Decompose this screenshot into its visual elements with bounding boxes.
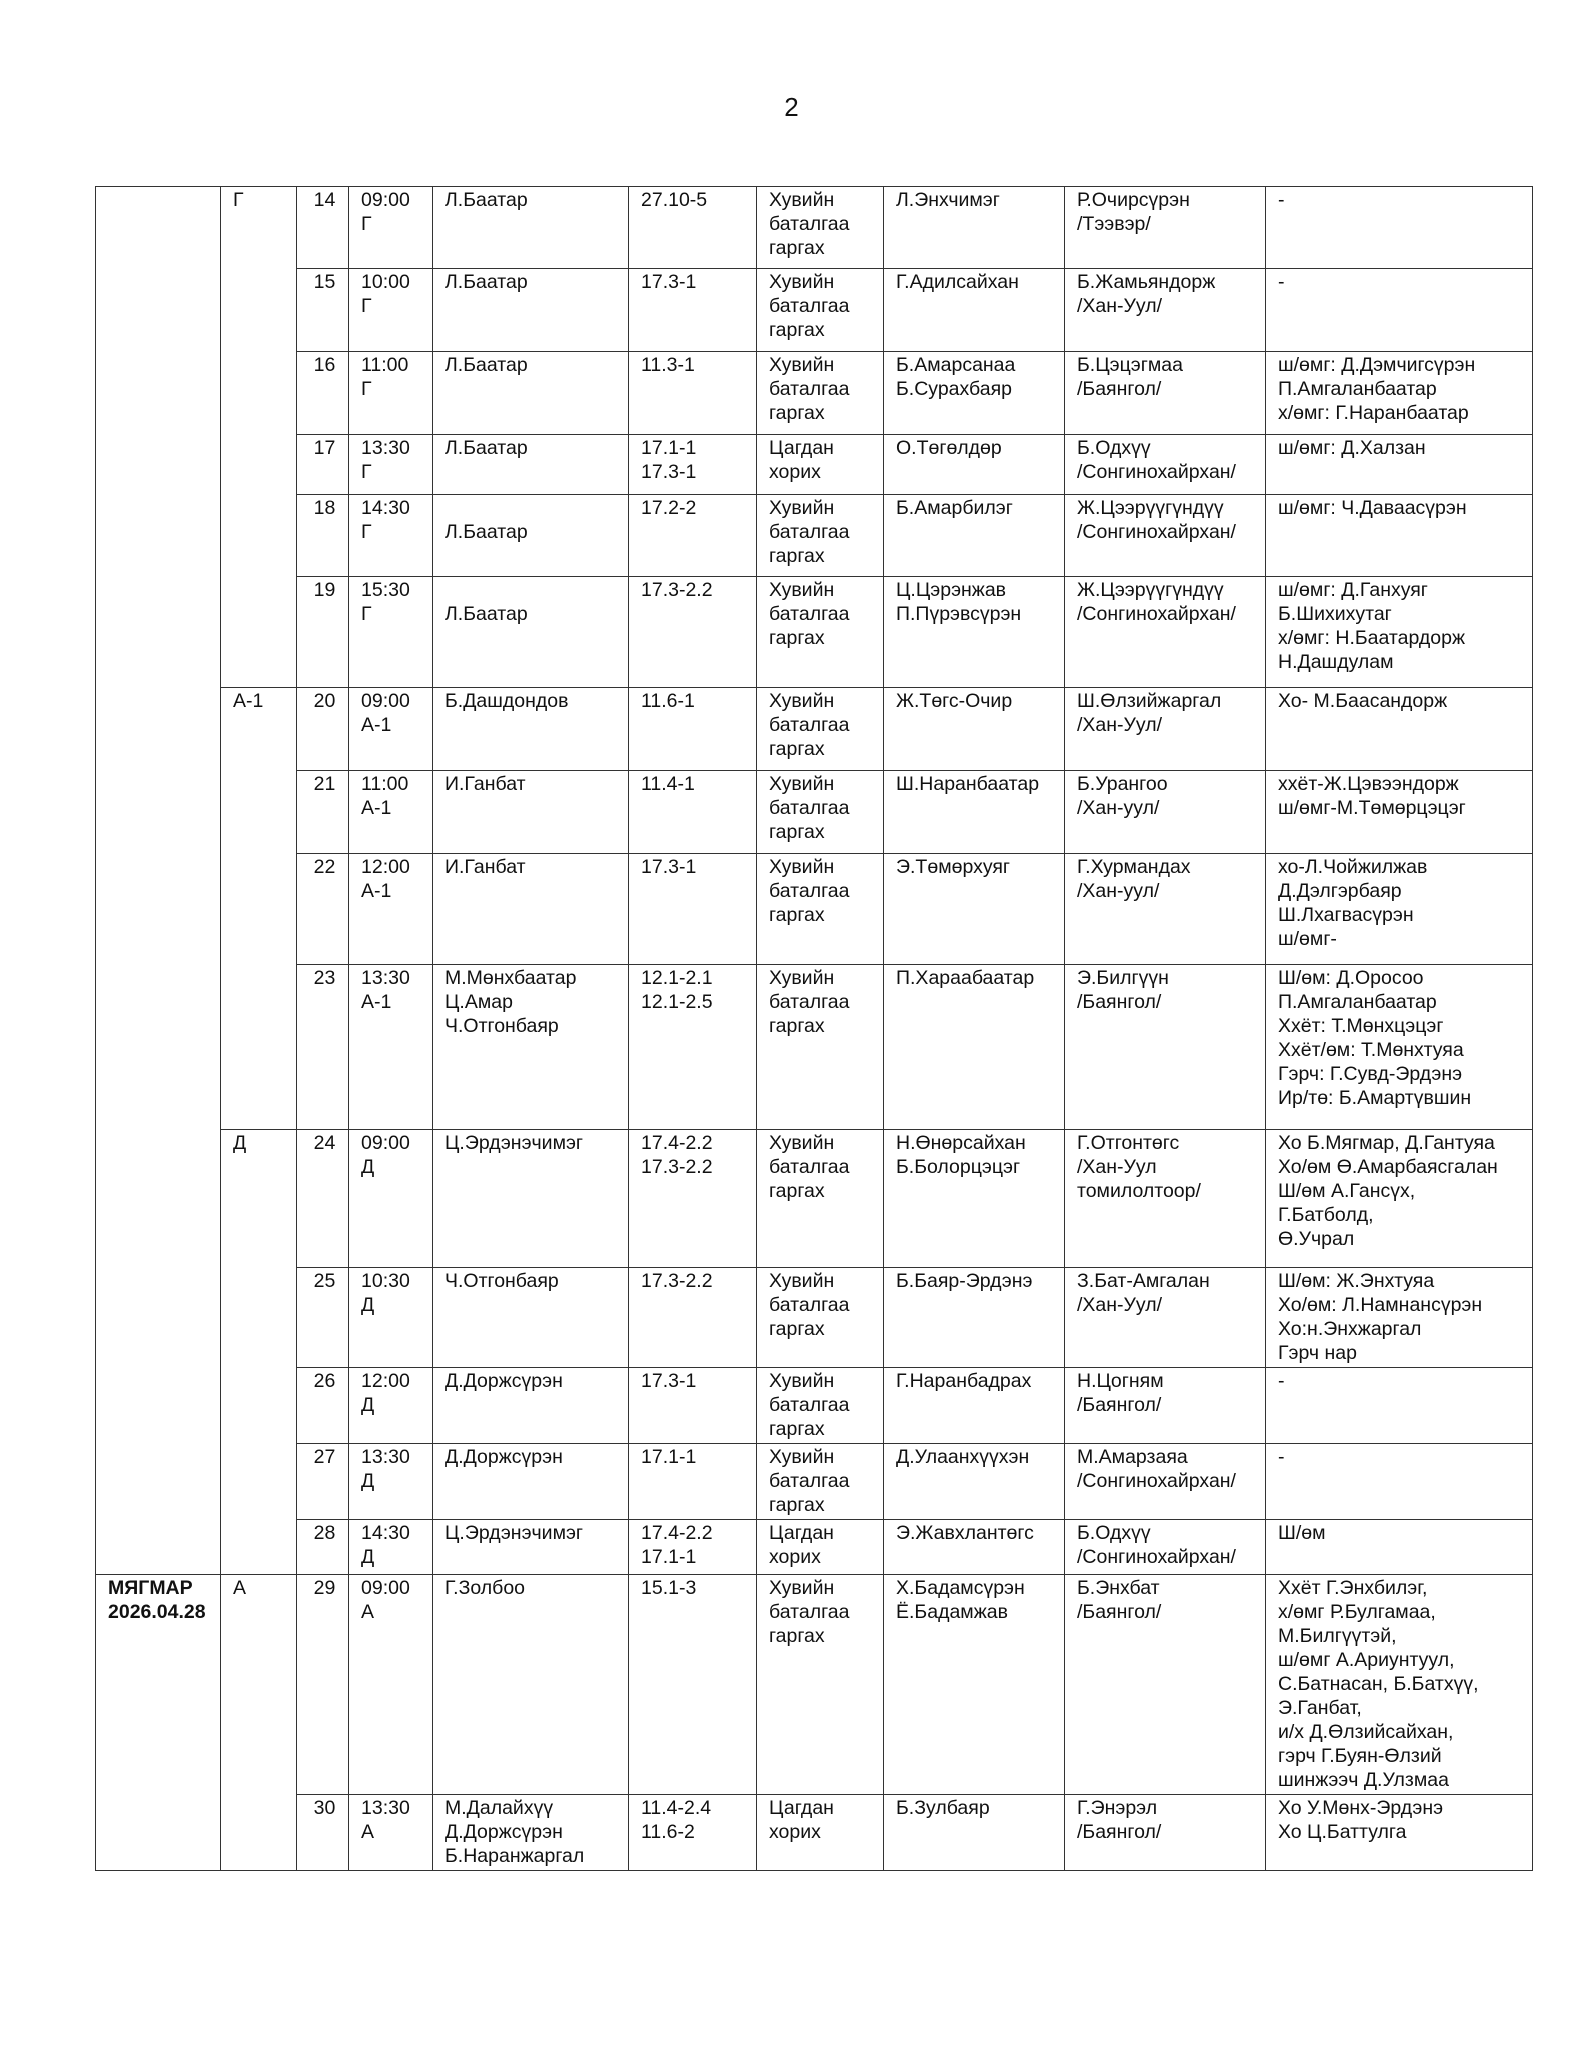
day-date-cell: МЯГМАР 2026.04.28 bbox=[96, 1575, 221, 1871]
hearing-time-room: 09:00 Д bbox=[349, 1130, 433, 1268]
defendant-name: Б.Баяр-Эрдэнэ bbox=[884, 1268, 1065, 1368]
case-number: 25 bbox=[297, 1268, 349, 1368]
judge-name: Ц.Эрдэнэчимэг bbox=[433, 1520, 629, 1575]
case-number: 27 bbox=[297, 1444, 349, 1520]
hearing-time-room: 11:00 Г bbox=[349, 352, 433, 435]
participants: ххёт-Ж.Цэвээндорж ш/өмг-М.Төмөрцэцэг bbox=[1266, 771, 1533, 854]
case-number: 22 bbox=[297, 854, 349, 965]
prosecutor-name: М.Амарзаяа /Сонгинохайрхан/ bbox=[1065, 1444, 1266, 1520]
prosecutor-name: Б.Энхбат /Баянгол/ bbox=[1065, 1575, 1266, 1795]
participants: - bbox=[1266, 187, 1533, 269]
criminal-article: 17.3-1 bbox=[629, 1368, 757, 1444]
participants: Хо Б.Мягмар, Д.Гантуяа Хо/өм Ө.Амарбаясгалан Ш/өм А.Гансүх, Г.Батболд, Ө.Учрал bbox=[1266, 1130, 1533, 1268]
hearing-time-room: 11:00 А-1 bbox=[349, 771, 433, 854]
table-row bbox=[96, 577, 1533, 688]
measure-type: Хувийн баталгаа гаргах bbox=[757, 1575, 884, 1795]
defendant-name: Ц.Цэрэнжав П.Пүрэвсүрэн bbox=[884, 577, 1065, 688]
measure-type: Хувийн баталгаа гаргах bbox=[757, 1130, 884, 1268]
criminal-article: 17.2-2 bbox=[629, 495, 757, 577]
judge-name: М.Далайхүү Д.Доржсүрэн Б.Наранжаргал bbox=[433, 1795, 629, 1871]
measure-type: Цагдан хорих bbox=[757, 1520, 884, 1575]
judge-name: Л.Баатар bbox=[433, 495, 629, 577]
defendant-name: Г.Адилсайхан bbox=[884, 269, 1065, 352]
participants: Ш/өм: Д.Оросоо П.Амгаланбаатар Ххёт: Т.Мөнхцэцэг Ххёт/өм: Т.Мөнхтуяа Гэрч: Г.Сувд-Эрдэнэ Ир/тө: Б.Амартүвшин bbox=[1266, 965, 1533, 1130]
participants: Хо- М.Баасандорж bbox=[1266, 688, 1533, 771]
criminal-article: 17.3-1 bbox=[629, 269, 757, 352]
participants: - bbox=[1266, 269, 1533, 352]
case-number: 16 bbox=[297, 352, 349, 435]
day-date-cell bbox=[96, 187, 221, 1575]
measure-type: Хувийн баталгаа гаргах bbox=[757, 854, 884, 965]
hearing-time-room: 12:00 А-1 bbox=[349, 854, 433, 965]
judge-name: Л.Баатар bbox=[433, 577, 629, 688]
hearing-time-room: 14:30 Г bbox=[349, 495, 433, 577]
judge-name: Б.Дашдондов bbox=[433, 688, 629, 771]
judge-name: И.Ганбат bbox=[433, 771, 629, 854]
measure-type: Хувийн баталгаа гаргах bbox=[757, 1368, 884, 1444]
case-number: 14 bbox=[297, 187, 349, 269]
criminal-article: 17.3-2.2 bbox=[629, 1268, 757, 1368]
defendant-name: Ш.Наранбаатар bbox=[884, 771, 1065, 854]
prosecutor-name: Б.Урангоо /Хан-уул/ bbox=[1065, 771, 1266, 854]
participants: ш/өмг: Д.Дэмчигсүрэн П.Амгаланбаатар х/өмг: Г.Наранбаатар bbox=[1266, 352, 1533, 435]
case-number: 29 bbox=[297, 1575, 349, 1795]
prosecutor-name: З.Бат-Амгалан /Хан-Уул/ bbox=[1065, 1268, 1266, 1368]
table-row bbox=[96, 1368, 1533, 1444]
criminal-article: 17.1-1 17.3-1 bbox=[629, 435, 757, 495]
case-number: 23 bbox=[297, 965, 349, 1130]
judge-name: Л.Баатар bbox=[433, 435, 629, 495]
defendant-name: Н.Өнөрсайхан Б.Болорцэцэг bbox=[884, 1130, 1065, 1268]
participants: - bbox=[1266, 1444, 1533, 1520]
prosecutor-name: Б.Цэцэгмаа /Баянгол/ bbox=[1065, 352, 1266, 435]
measure-type: Цагдан хорих bbox=[757, 435, 884, 495]
table-row bbox=[96, 1444, 1533, 1520]
participants: ш/өмг: Д.Халзан bbox=[1266, 435, 1533, 495]
defendant-name: П.Хараабаатар bbox=[884, 965, 1065, 1130]
defendant-name: Х.Бадамсүрэн Ё.Бадамжав bbox=[884, 1575, 1065, 1795]
defendant-name: Э.Төмөрхуяг bbox=[884, 854, 1065, 965]
table-row bbox=[96, 187, 1533, 269]
judge-name: Л.Баатар bbox=[433, 187, 629, 269]
judge-name: Л.Баатар bbox=[433, 352, 629, 435]
prosecutor-name: Б.Одхүү /Сонгинохайрхан/ bbox=[1065, 1520, 1266, 1575]
table-row bbox=[96, 854, 1533, 965]
prosecutor-name: Р.Очирсүрэн /Тээвэр/ bbox=[1065, 187, 1266, 269]
criminal-article: 11.4-1 bbox=[629, 771, 757, 854]
case-number: 15 bbox=[297, 269, 349, 352]
case-number: 21 bbox=[297, 771, 349, 854]
participants: Ххёт Г.Энхбилэг, х/өмг Р.Булгамаа, М.Билгүүтэй, ш/өмг А.Ариунтуул, С.Батнасан, Б.Батхүү, Э.Ганбат, и/х Д.Өлзийсайхан, гэрч Г.Буян-Өлзий шинжээч Д.Улзмаа bbox=[1266, 1575, 1533, 1795]
table-row bbox=[96, 965, 1533, 1130]
hearing-time-room: 10:00 Г bbox=[349, 269, 433, 352]
defendant-name: Б.Амарбилэг bbox=[884, 495, 1065, 577]
page-number: 2 bbox=[784, 92, 799, 122]
hearing-time-room: 09:00 А bbox=[349, 1575, 433, 1795]
case-number: 18 bbox=[297, 495, 349, 577]
prosecutor-name: Ш.Өлзийжаргал /Хан-Уул/ bbox=[1065, 688, 1266, 771]
criminal-article: 11.4-2.4 11.6-2 bbox=[629, 1795, 757, 1871]
schedule-body bbox=[96, 187, 1533, 1871]
defendant-name: Б.Амарсанаа Б.Сурахбаяр bbox=[884, 352, 1065, 435]
measure-type: Хувийн баталгаа гаргах bbox=[757, 187, 884, 269]
criminal-article: 17.1-1 bbox=[629, 1444, 757, 1520]
criminal-article: 17.3-1 bbox=[629, 854, 757, 965]
case-number: 19 bbox=[297, 577, 349, 688]
defendant-name: Г.Наранбадрах bbox=[884, 1368, 1065, 1444]
prosecutor-name: Г.Энэрэл /Баянгол/ bbox=[1065, 1795, 1266, 1871]
courtroom-cell: Г bbox=[221, 187, 297, 688]
table-row bbox=[96, 352, 1533, 435]
case-number: 17 bbox=[297, 435, 349, 495]
prosecutor-name: Н.Цогням /Баянгол/ bbox=[1065, 1368, 1266, 1444]
criminal-article: 17.3-2.2 bbox=[629, 577, 757, 688]
judge-name: Д.Доржсүрэн bbox=[433, 1368, 629, 1444]
participants: - bbox=[1266, 1368, 1533, 1444]
hearing-time-room: 13:30 А bbox=[349, 1795, 433, 1871]
participants: хо-Л.Чойжилжав Д.Дэлгэрбаяр Ш.Лхагвасүрэн ш/өмг- bbox=[1266, 854, 1533, 965]
judge-name: Ц.Эрдэнэчимэг bbox=[433, 1130, 629, 1268]
participants: ш/өмг: Ч.Даваасүрэн bbox=[1266, 495, 1533, 577]
measure-type: Хувийн баталгаа гаргах bbox=[757, 1268, 884, 1368]
prosecutor-name: Б.Жамьяндорж /Хан-Уул/ bbox=[1065, 269, 1266, 352]
defendant-name: О.Төгөлдөр bbox=[884, 435, 1065, 495]
measure-type: Хувийн баталгаа гаргах bbox=[757, 577, 884, 688]
judge-name: Л.Баатар bbox=[433, 269, 629, 352]
hearing-time-room: 10:30 Д bbox=[349, 1268, 433, 1368]
criminal-article: 12.1-2.1 12.1-2.5 bbox=[629, 965, 757, 1130]
defendant-name: Э.Жавхлантөгс bbox=[884, 1520, 1065, 1575]
prosecutor-name: Э.Билгүүн /Баянгол/ bbox=[1065, 965, 1266, 1130]
hearing-time-room: 13:30 Г bbox=[349, 435, 433, 495]
criminal-article: 11.3-1 bbox=[629, 352, 757, 435]
criminal-article: 11.6-1 bbox=[629, 688, 757, 771]
table-row bbox=[96, 1795, 1533, 1871]
table-row bbox=[96, 1520, 1533, 1575]
courtroom-cell: А bbox=[221, 1575, 297, 1871]
criminal-article: 17.4-2.2 17.1-1 bbox=[629, 1520, 757, 1575]
case-number: 30 bbox=[297, 1795, 349, 1871]
hearing-time-room: 12:00 Д bbox=[349, 1368, 433, 1444]
participants: Хо У.Мөнх-Эрдэнэ Хо Ц.Баттулга bbox=[1266, 1795, 1533, 1871]
case-number: 20 bbox=[297, 688, 349, 771]
judge-name: Ч.Отгонбаяр bbox=[433, 1268, 629, 1368]
court-hearing-schedule-table bbox=[95, 186, 1533, 1871]
participants: ш/өмг: Д.Ганхуяг Б.Шихихутаг х/өмг: Н.Баатардорж Н.Дашдулам bbox=[1266, 577, 1533, 688]
measure-type: Хувийн баталгаа гаргах bbox=[757, 495, 884, 577]
defendant-name: Ж.Төгс-Очир bbox=[884, 688, 1065, 771]
defendant-name: Л.Энхчимэг bbox=[884, 187, 1065, 269]
measure-type: Хувийн баталгаа гаргах bbox=[757, 269, 884, 352]
judge-name: М.Мөнхбаатар Ц.Амар Ч.Отгонбаяр bbox=[433, 965, 629, 1130]
case-number: 28 bbox=[297, 1520, 349, 1575]
measure-type: Хувийн баталгаа гаргах bbox=[757, 688, 884, 771]
table-row bbox=[96, 1268, 1533, 1368]
measure-type: Хувийн баталгаа гаргах bbox=[757, 771, 884, 854]
measure-type: Хувийн баталгаа гаргах bbox=[757, 352, 884, 435]
criminal-article: 15.1-3 bbox=[629, 1575, 757, 1795]
case-number: 24 bbox=[297, 1130, 349, 1268]
prosecutor-name: Г.Отгонтөгс /Хан-Уул томилолтоор/ bbox=[1065, 1130, 1266, 1268]
table-row bbox=[96, 771, 1533, 854]
hearing-time-room: 09:00 Г bbox=[349, 187, 433, 269]
courtroom-cell: Д bbox=[221, 1130, 297, 1575]
courtroom-cell: А-1 bbox=[221, 688, 297, 1130]
measure-type: Хувийн баталгаа гаргах bbox=[757, 1444, 884, 1520]
participants: Ш/өм: Ж.Энхтуяа Хо/өм: Л.Намнансүрэн Хо:н.Энхжаргал Гэрч нар bbox=[1266, 1268, 1533, 1368]
table-row bbox=[96, 1130, 1533, 1268]
table-row bbox=[96, 1575, 1533, 1795]
prosecutor-name: Ж.Цээрүүгүндүү /Сонгинохайрхан/ bbox=[1065, 577, 1266, 688]
measure-type: Хувийн баталгаа гаргах bbox=[757, 965, 884, 1130]
judge-name: И.Ганбат bbox=[433, 854, 629, 965]
prosecutor-name: Ж.Цээрүүгүндүү /Сонгинохайрхан/ bbox=[1065, 495, 1266, 577]
prosecutor-name: Б.Одхүү /Сонгинохайрхан/ bbox=[1065, 435, 1266, 495]
defendant-name: Б.Зулбаяр bbox=[884, 1795, 1065, 1871]
hearing-time-room: 15:30 Г bbox=[349, 577, 433, 688]
hearing-time-room: 13:30 Д bbox=[349, 1444, 433, 1520]
table-row bbox=[96, 495, 1533, 577]
table-row bbox=[96, 435, 1533, 495]
participants: Ш/өм bbox=[1266, 1520, 1533, 1575]
table-row bbox=[96, 269, 1533, 352]
measure-type: Цагдан хорих bbox=[757, 1795, 884, 1871]
hearing-time-room: 13:30 А-1 bbox=[349, 965, 433, 1130]
criminal-article: 17.4-2.2 17.3-2.2 bbox=[629, 1130, 757, 1268]
criminal-article: 27.10-5 bbox=[629, 187, 757, 269]
hearing-time-room: 09:00 А-1 bbox=[349, 688, 433, 771]
prosecutor-name: Г.Хурмандах /Хан-уул/ bbox=[1065, 854, 1266, 965]
hearing-time-room: 14:30 Д bbox=[349, 1520, 433, 1575]
case-number: 26 bbox=[297, 1368, 349, 1444]
judge-name: Г.Золбоо bbox=[433, 1575, 629, 1795]
defendant-name: Д.Улаанхүүхэн bbox=[884, 1444, 1065, 1520]
judge-name: Д.Доржсүрэн bbox=[433, 1444, 629, 1520]
table-row bbox=[96, 688, 1533, 771]
